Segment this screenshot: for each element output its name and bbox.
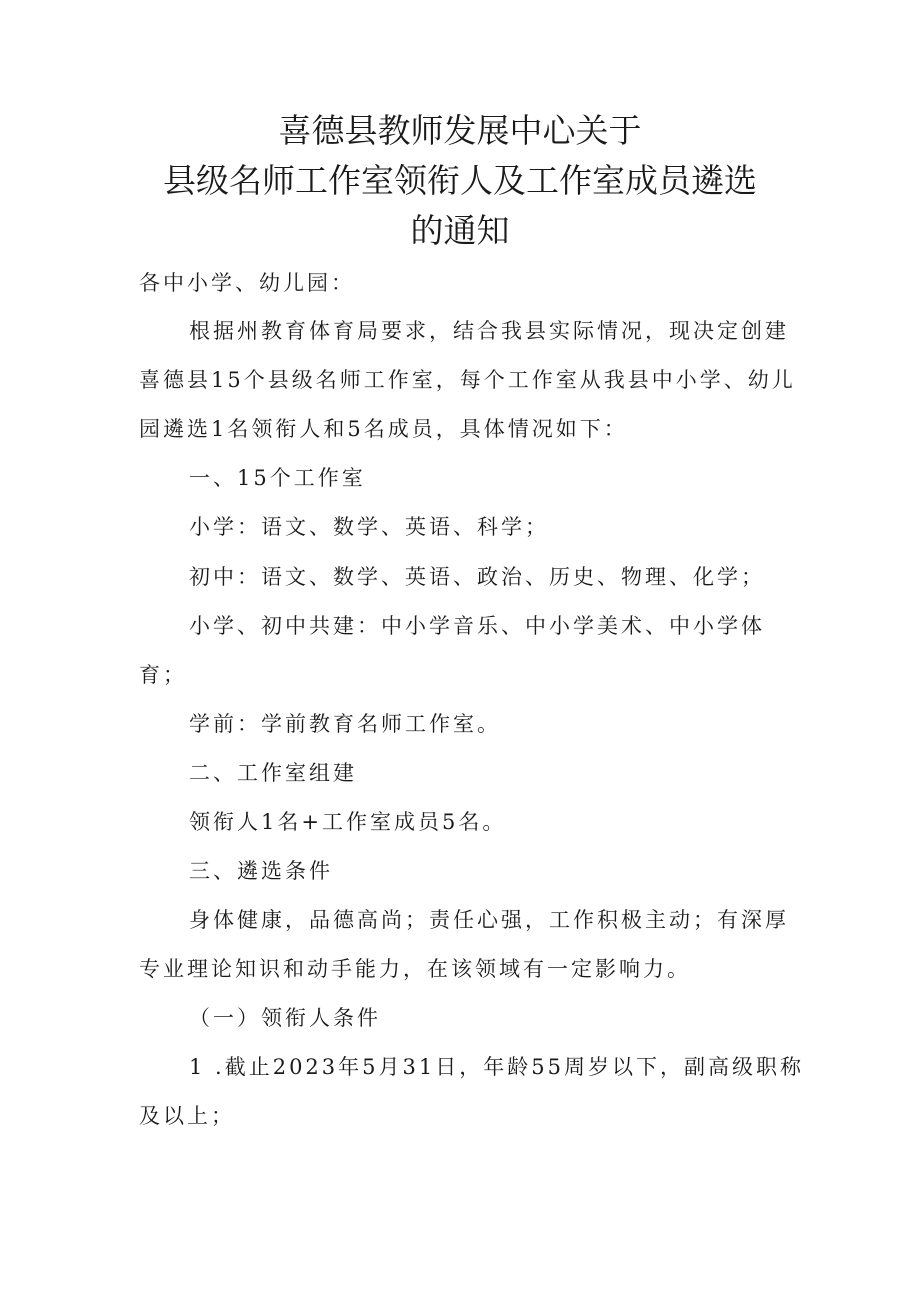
intro-line-2: 喜德县15个县级名师工作室，每个工作室从我县中小学、幼儿 bbox=[139, 368, 796, 392]
intro-line-3: 园遴选1名领衔人和5名成员，具体情况如下： bbox=[139, 417, 628, 441]
section3-item1-line-1: 1 .截止2023年5月31日，年龄55周岁以下，副高级职称 bbox=[189, 1055, 804, 1079]
intro-line-1: 根据州教育体育局要求，结合我县实际情况，现决定创建 bbox=[189, 319, 789, 343]
section3-item1-line-2: 及以上； bbox=[139, 1104, 235, 1128]
section1-heading: 一、15个工作室 bbox=[189, 466, 366, 490]
section3-text-line-2: 专业理论知识和动手能力，在该领域有一定影响力。 bbox=[139, 957, 691, 981]
section1-preschool: 学前：学前教育名师工作室。 bbox=[189, 712, 501, 736]
section1-junior: 初中：语文、数学、英语、政治、历史、物理、化学； bbox=[189, 565, 765, 589]
section2-text: 领衔人1名+工作室成员5名。 bbox=[189, 810, 507, 834]
section3-text-line-1: 身体健康，品德高尚；责任心强，工作积极主动；有深厚 bbox=[189, 908, 789, 932]
section1-primary: 小学：语文、数学、英语、科学； bbox=[189, 515, 549, 539]
salutation: 各中小学、幼儿园： bbox=[139, 271, 355, 295]
section3-heading: 三、遴选条件 bbox=[189, 859, 333, 883]
section2-heading: 二、工作室组建 bbox=[189, 761, 357, 785]
section1-shared-line-2: 育； bbox=[139, 663, 187, 687]
title-line-1: 喜德县教师发展中心关于 bbox=[278, 111, 642, 150]
section1-shared-line-1: 小学、初中共建：中小学音乐、中小学美术、中小学体 bbox=[189, 614, 765, 638]
title-line-2: 县级名师工作室领衔人及工作室成员遴选 bbox=[163, 161, 757, 200]
section3-sub-heading: （一）领衔人条件 bbox=[189, 1006, 381, 1030]
title-line-3: 的通知 bbox=[410, 211, 510, 250]
